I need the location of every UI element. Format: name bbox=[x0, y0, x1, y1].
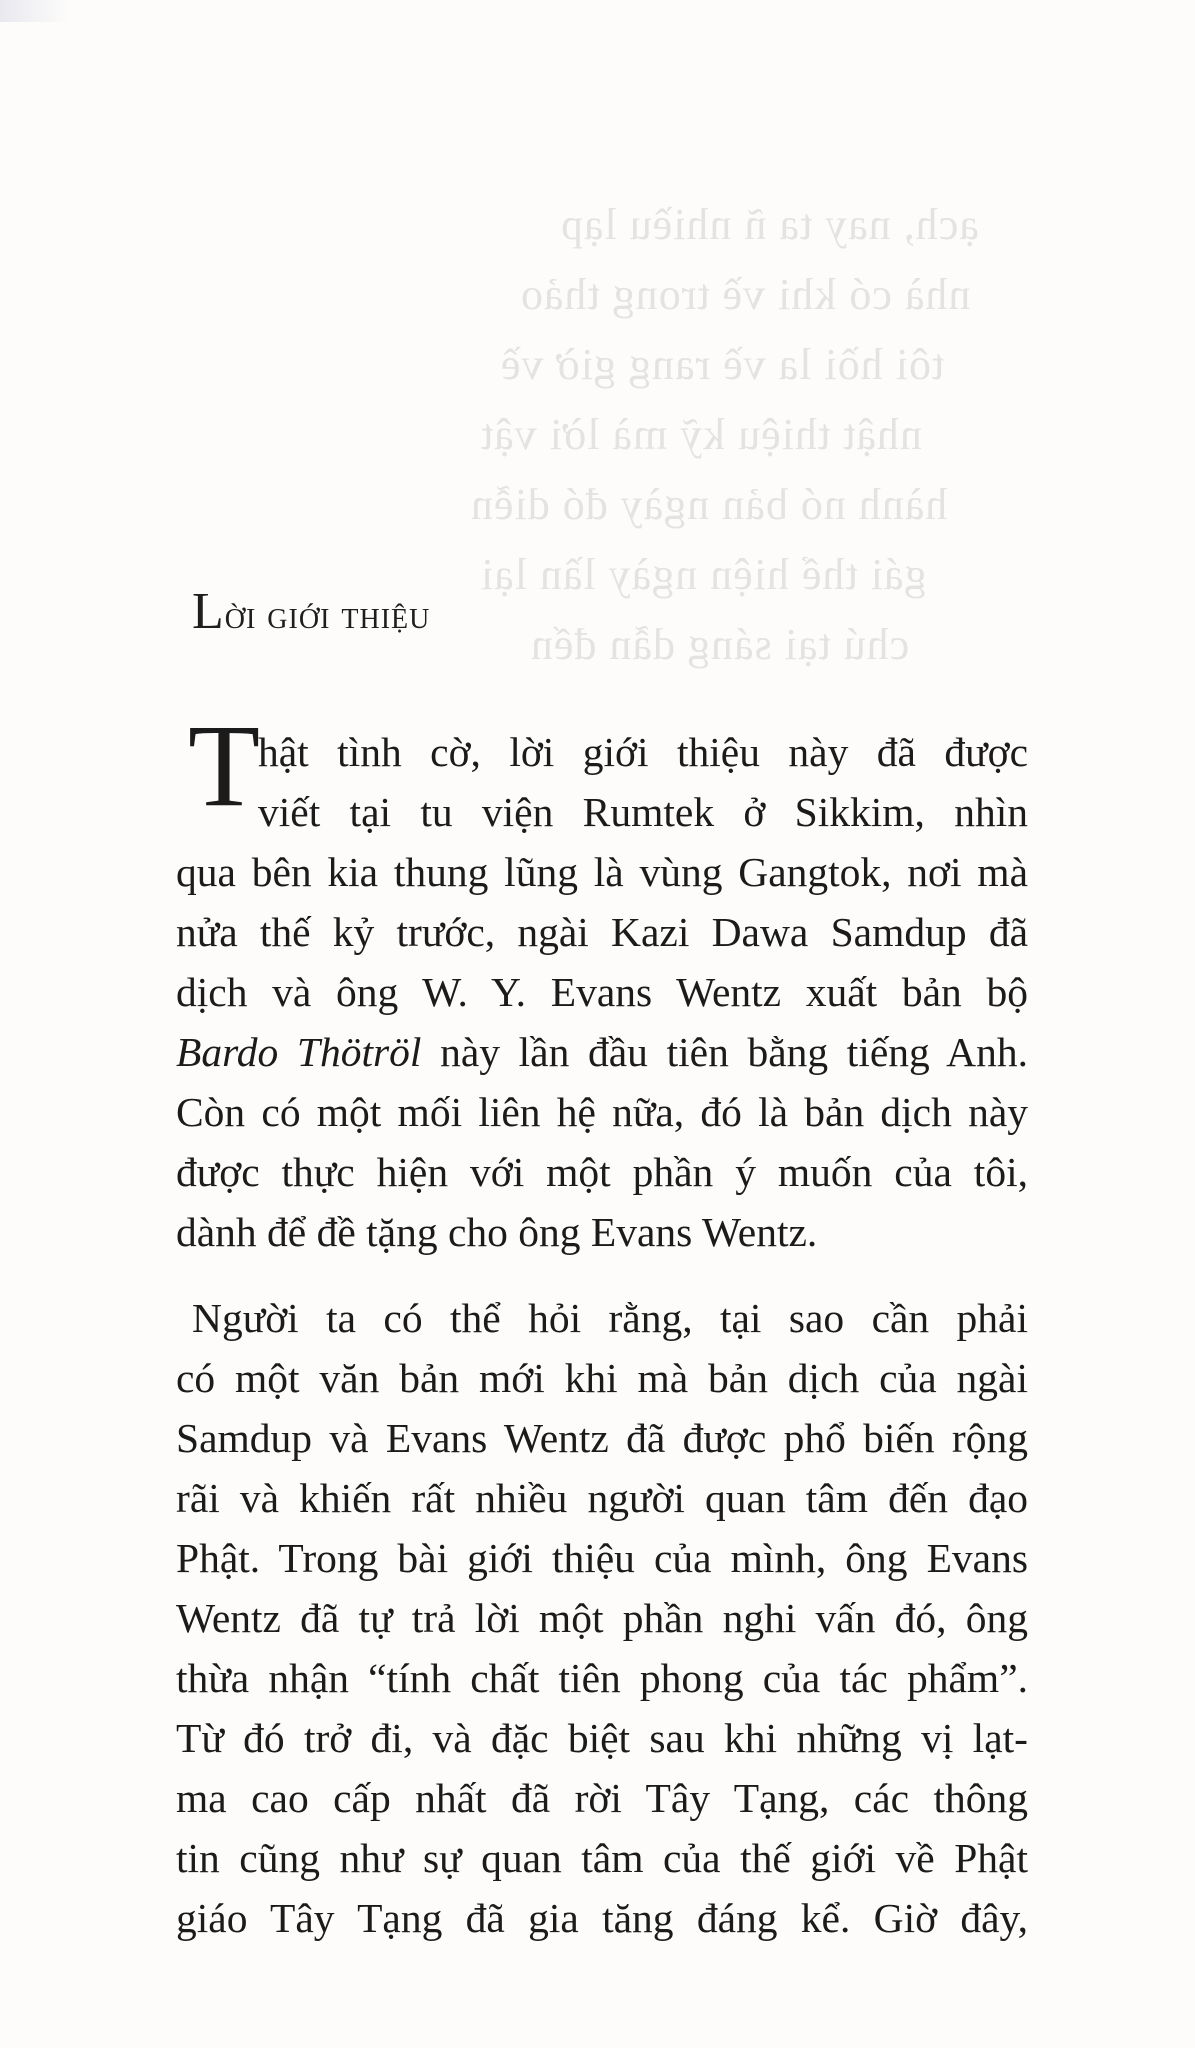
paragraph-line: Wentz đã tự trả lời một phần nghi vấn đó, ông bbox=[176, 1595, 1028, 1641]
paragraph-line: Còn có một mối liên hệ nữa, đó là bản dịch này bbox=[176, 1089, 1028, 1135]
bleed-through-line: tôi hồi la về rang giờ về bbox=[500, 340, 945, 389]
bleed-through-line: chú tại sáng dẫn đến bbox=[530, 620, 910, 669]
book-title-italic: Bardo Thötröl bbox=[176, 1029, 422, 1075]
drop-cap: T bbox=[188, 700, 261, 831]
bleed-through-line: gái thể hiện ngày lần lại bbox=[480, 550, 927, 599]
paragraph-line: có một văn bản mới khi mà bản dịch của ngài bbox=[176, 1355, 1028, 1401]
paragraph-line: hật tình cờ, lời giới thiệu này đã được bbox=[258, 729, 1028, 775]
paragraph-line: giáo Tây Tạng đã gia tăng đáng kể. Giờ đây, bbox=[176, 1895, 1028, 1941]
paragraph-line: ma cao cấp nhất đã rời Tây Tạng, các thông bbox=[176, 1775, 1028, 1821]
page-edge-mark bbox=[0, 0, 70, 22]
paragraph-line: được thực hiện với một phần ý muốn của tôi, bbox=[176, 1149, 1028, 1195]
bleed-through-line: ạch, nay ta ñ nhiều lạp bbox=[560, 200, 979, 249]
paragraph-line bbox=[176, 1024, 1028, 1080]
paragraph-line: dành để đề tặng cho ông Evans Wentz. bbox=[176, 1209, 818, 1255]
paragraph-line: Từ đó trở đi, và đặc biệt sau khi những vị lạt- bbox=[176, 1715, 1028, 1761]
paragraph-line: tin cũng như sự quan tâm của thế giới về Phật bbox=[176, 1835, 1028, 1881]
line-continuation: này lần đầu tiên bằng tiếng Anh. bbox=[421, 1029, 1028, 1075]
heading-text: ời giới thiệu bbox=[224, 592, 431, 637]
paragraph-line: Phật. Trong bài giới thiệu của mình, ông Evans bbox=[176, 1535, 1028, 1581]
paragraph-line: dịch và ông W. Y. Evans Wentz xuất bản bộ bbox=[176, 969, 1028, 1015]
paragraph-line: rãi và khiến rất nhiều người quan tâm đến đạo bbox=[176, 1475, 1028, 1521]
paragraph-line: Samdup và Evans Wentz đã được phổ biến rộng bbox=[176, 1415, 1028, 1461]
paragraph-line: nửa thế kỷ trước, ngài Kazi Dawa Samdup đã bbox=[176, 909, 1028, 955]
bleed-through-line: nhà có khi về trong thảo bbox=[520, 270, 971, 319]
paragraph-line: Người ta có thể hỏi rằng, tại sao cần phải bbox=[192, 1295, 1028, 1341]
chapter-heading bbox=[192, 582, 430, 641]
paragraph-line: thừa nhận “tính chất tiên phong của tác phẩm”. bbox=[176, 1655, 1028, 1701]
paragraph-line: qua bên kia thung lũng là vùng Gangtok, nơi mà bbox=[176, 849, 1028, 895]
heading-capital: L bbox=[192, 583, 225, 640]
bleed-through-line: hành nó bản ngày đó diễn bbox=[470, 480, 948, 529]
paragraph-line: viết tại tu viện Rumtek ở Sikkim, nhìn bbox=[258, 789, 1028, 835]
bleed-through-line: nhật thiệu kỹ mà lời vật bbox=[480, 410, 922, 459]
